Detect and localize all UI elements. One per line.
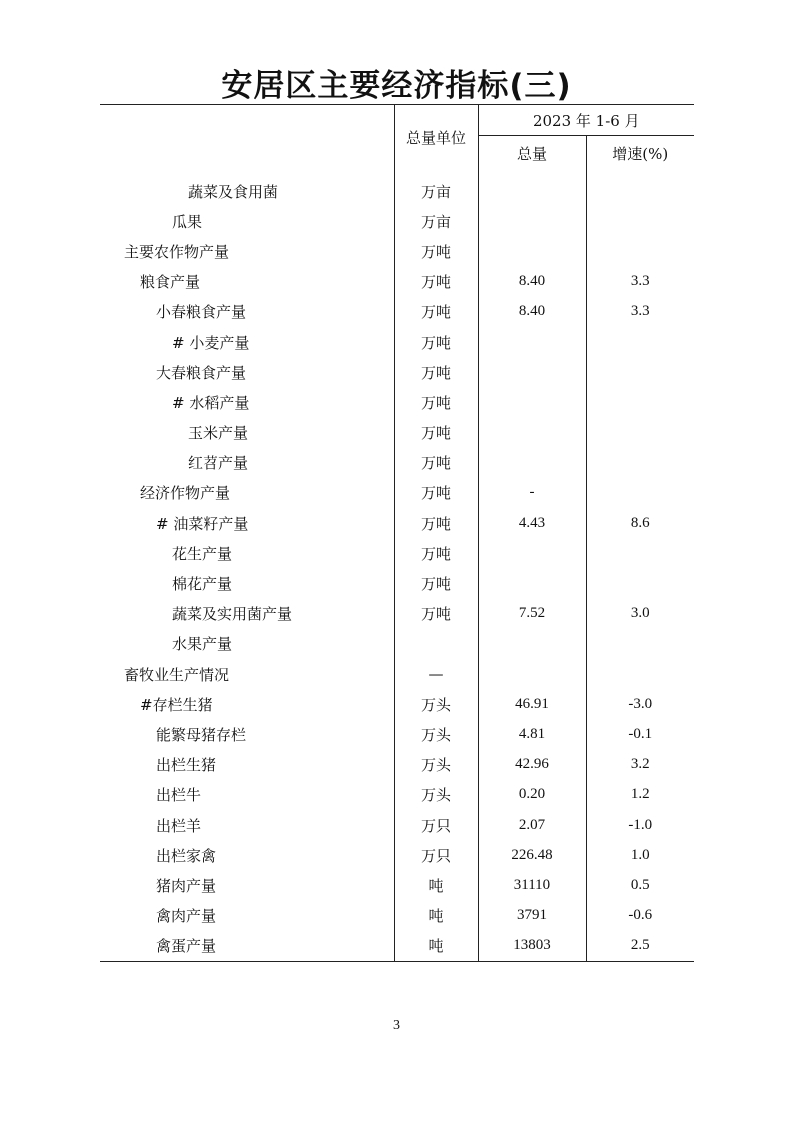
row-rate	[586, 418, 694, 448]
row-unit: 吨	[394, 901, 478, 931]
row-rate	[586, 478, 694, 508]
row-indicator-name: 蔬菜及食用菌	[188, 182, 279, 201]
row-unit: 万吨	[394, 478, 478, 508]
table-row	[100, 538, 694, 568]
row-unit	[394, 629, 478, 659]
row-indicator-name: 出栏羊	[156, 816, 202, 835]
row-indicator-name: 粮食产量	[140, 273, 201, 292]
row-rate: -0.6	[586, 901, 694, 931]
row-total: 13803	[478, 931, 586, 962]
row-indicator-name: 红苕产量	[188, 454, 249, 473]
row-indicator-name: #存栏生猪	[140, 695, 213, 714]
row-rate: 0.5	[586, 870, 694, 900]
row-indicator-name: 玉米产量	[188, 424, 249, 443]
row-indicator-name: 出栏生猪	[156, 756, 217, 775]
row-total: 3791	[478, 901, 586, 931]
row-total: 42.96	[478, 750, 586, 780]
row-rate: 2.5	[586, 931, 694, 962]
table-row	[100, 659, 694, 689]
row-indicator-name: 棉花产量	[172, 575, 233, 594]
row-unit: 万吨	[394, 599, 478, 629]
header-unit: 总量单位	[394, 105, 478, 171]
row-total	[478, 448, 586, 478]
row-indicator-name: 能繁母猪存栏	[156, 725, 247, 744]
row-rate	[586, 236, 694, 266]
row-indicator-name: 大春粮食产量	[156, 363, 247, 382]
row-rate	[586, 448, 694, 478]
row-total: 46.91	[478, 689, 586, 719]
row-total: 2.07	[478, 810, 586, 840]
row-unit: 万吨	[394, 387, 478, 417]
table-row	[100, 236, 694, 266]
table-row	[100, 931, 694, 962]
row-unit: 万只	[394, 840, 478, 870]
row-unit: 万吨	[394, 357, 478, 387]
row-rate	[586, 170, 694, 206]
row-total	[478, 170, 586, 206]
row-total	[478, 659, 586, 689]
row-unit: 万吨	[394, 538, 478, 568]
row-total	[478, 629, 586, 659]
row-total: 226.48	[478, 840, 586, 870]
row-rate	[586, 538, 694, 568]
table-row	[100, 508, 694, 538]
header-total: 总量	[478, 136, 586, 171]
table-row	[100, 629, 694, 659]
row-unit: 吨	[394, 931, 478, 962]
row-total: 31110	[478, 870, 586, 900]
row-rate: 3.3	[586, 267, 694, 297]
table-row	[100, 387, 694, 417]
table-row	[100, 448, 694, 478]
table-row	[100, 599, 694, 629]
row-unit: 万亩	[394, 170, 478, 206]
row-rate: 3.3	[586, 297, 694, 327]
row-indicator-name: 主要农作物产量	[124, 242, 230, 261]
row-unit: 万头	[394, 689, 478, 719]
table-row	[100, 357, 694, 387]
header-period: 2023 年 1-6 月	[478, 105, 694, 136]
row-indicator-name: # 油菜籽产量	[156, 514, 249, 533]
table-row	[100, 418, 694, 448]
row-rate	[586, 206, 694, 236]
row-indicator-name: 猪肉产量	[156, 876, 217, 895]
row-total: 8.40	[478, 297, 586, 327]
row-indicator-name: 小春粮食产量	[156, 303, 247, 322]
row-unit: 万头	[394, 750, 478, 780]
row-rate	[586, 629, 694, 659]
row-total: 0.20	[478, 780, 586, 810]
row-total	[478, 206, 586, 236]
header-rate: 增速(%)	[586, 136, 694, 171]
row-rate	[586, 659, 694, 689]
row-total: 7.52	[478, 599, 586, 629]
indicators-table	[100, 104, 694, 962]
page-number: 3	[393, 1018, 400, 1033]
table-row	[100, 327, 694, 357]
row-indicator-name: 经济作物产量	[140, 484, 231, 503]
row-rate: 1.2	[586, 780, 694, 810]
row-total: 4.43	[478, 508, 586, 538]
row-unit: —	[394, 659, 478, 689]
table-row	[100, 568, 694, 598]
row-unit: 万吨	[394, 297, 478, 327]
table-row	[100, 478, 694, 508]
table-row	[100, 780, 694, 810]
row-unit: 万头	[394, 719, 478, 749]
row-unit: 万头	[394, 780, 478, 810]
row-total	[478, 327, 586, 357]
table-row	[100, 840, 694, 870]
row-indicator-name: 出栏牛	[156, 786, 202, 805]
row-rate	[586, 327, 694, 357]
row-rate: -3.0	[586, 689, 694, 719]
table-row	[100, 689, 694, 719]
row-total	[478, 236, 586, 266]
row-indicator-name: # 小麦产量	[172, 333, 250, 352]
row-indicator-name: 水果产量	[172, 635, 233, 654]
row-indicator-name: 蔬菜及实用菌产量	[172, 605, 293, 624]
row-unit: 万吨	[394, 267, 478, 297]
row-unit: 万吨	[394, 327, 478, 357]
row-rate: 1.0	[586, 840, 694, 870]
table-row	[100, 170, 694, 206]
page-title: 安居区主要经济指标(三)	[221, 68, 572, 104]
row-rate: 8.6	[586, 508, 694, 538]
table-row	[100, 810, 694, 840]
table-row	[100, 719, 694, 749]
row-unit: 万吨	[394, 508, 478, 538]
row-unit: 万吨	[394, 568, 478, 598]
table-row	[100, 750, 694, 780]
row-unit: 万亩	[394, 206, 478, 236]
row-total	[478, 387, 586, 417]
table-row	[100, 206, 694, 236]
row-rate	[586, 568, 694, 598]
row-total	[478, 418, 586, 448]
row-unit: 万只	[394, 810, 478, 840]
row-total: 8.40	[478, 267, 586, 297]
row-indicator-name: 瓜果	[172, 212, 203, 231]
row-rate: -0.1	[586, 719, 694, 749]
row-indicator-name: 禽蛋产量	[100, 931, 394, 962]
table-row	[100, 870, 694, 900]
table-row	[100, 901, 694, 931]
row-unit: 万吨	[394, 236, 478, 266]
table-row	[100, 297, 694, 327]
row-total: -	[478, 478, 586, 508]
row-indicator-name: 畜牧业生产情况	[124, 665, 230, 684]
row-total: 4.81	[478, 719, 586, 749]
header-indicator-cell	[100, 105, 394, 171]
row-unit: 万吨	[394, 448, 478, 478]
table-body	[100, 170, 694, 961]
row-indicator-name: 花生产量	[172, 544, 233, 563]
row-total	[478, 568, 586, 598]
row-unit: 吨	[394, 870, 478, 900]
row-rate: 3.0	[586, 599, 694, 629]
row-indicator-name: 出栏家禽	[156, 846, 217, 865]
row-rate	[586, 357, 694, 387]
row-indicator-name: 禽肉产量	[156, 907, 217, 926]
row-rate: 3.2	[586, 750, 694, 780]
row-rate: -1.0	[586, 810, 694, 840]
row-total	[478, 357, 586, 387]
table-row	[100, 267, 694, 297]
row-rate	[586, 387, 694, 417]
row-unit: 万吨	[394, 418, 478, 448]
row-indicator-name: # 水稻产量	[172, 393, 250, 412]
row-total	[478, 538, 586, 568]
